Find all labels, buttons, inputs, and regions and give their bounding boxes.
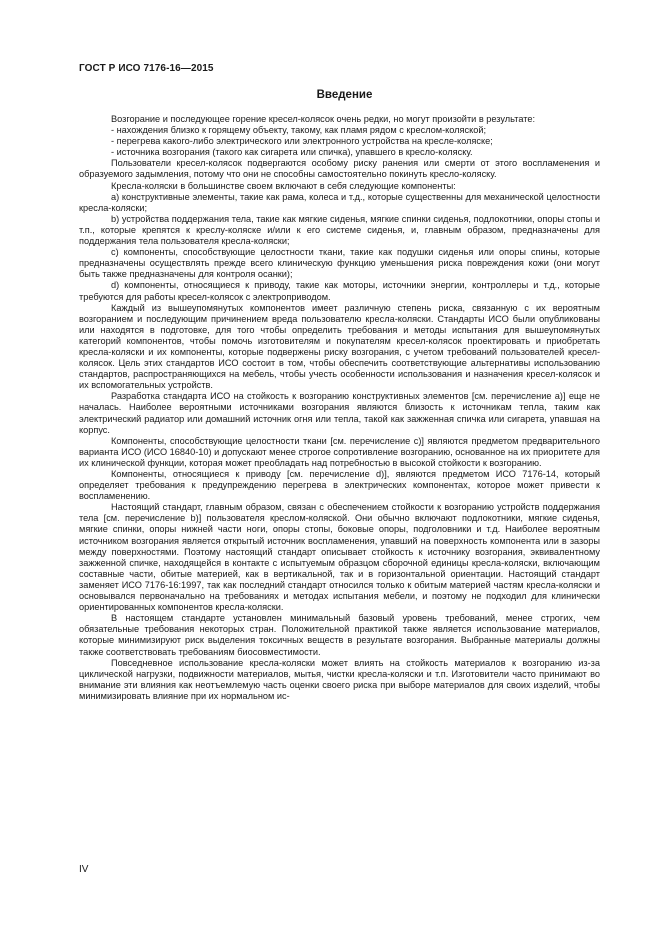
paragraph: Настоящий стандарт, главным образом, связан с обеспечением стойкости к возгоранию устройств поддержания тела [см. перечисление b)] пользователя креслом-коляской. Они обычно включают подлокотники, мягкие сиденья, мягкие спинки, опоры нижней части ноги, опоры стопы, боковые опоры, подголовники и т.д. Наиболее вероятным источником возгорания является открытый источник воспламенения, упавший на поверхность компонента или в зазоры между поверхностями. Поэтому настоящий стандарт описывает стойкость к источнику возгорания, эквивалентному зажженной спичке, находящейся в контакте с испытуемым образцом сборочной единицы кресла-коляски, включающим составные части, обитые материей, как в вертикальной, так и в горизонтальной ориентации. Настоящий стандарт заменяет ИСО 7176-16:1997, так как последний стандарт относился только к обитым материей частям кресла-коляски и основывался первоначально на требованиях и методах испытания мебели, и поэтому не подходил для клинически ориентированных компонентов кресла-коляски.: [79, 502, 600, 613]
paragraph: Пользователи кресел-колясок подвергаются особому риску ранения или смерти от этого воспламенения и образуемого задымления, потому что они не способны самостоятельно покинуть кресло-коляску.: [79, 158, 600, 180]
list-item: - источника возгорания (такого как сигарета или спичка), упавшего в кресло-коляску.: [111, 147, 473, 158]
paragraph: Кресла-коляски в большинстве своем включают в себя следующие компоненты:: [111, 180, 456, 191]
list-item: b) устройства поддержания тела, такие как мягкие сиденья, мягкие спинки сиденья, подлокотники, опоры стопы и т.п., которые крепятся к креслу-коляске и/или к его системе сиденья, и, главным образом, предназначены для поддержания тела пользователя кресла-коляски;: [79, 213, 600, 247]
document-header: ГОСТ Р ИСО 7176-16—2015: [79, 63, 214, 74]
paragraph: Повседневное использование кресла-коляски может влиять на стойкость материалов к возгоранию из-за циклической нагрузки, подвижности материалов, мытья, чистки кресла-коляски и т.п. Изготовители часто принимают во внимание эти влияния как неотъемлемую часть оценки своего риска при выборе материалов для своих изделий, чтобы минимизировать влияние при их нормальном ис-: [79, 657, 600, 701]
list-item: d) компоненты, относящиеся к приводу, такие как моторы, источники энергии, контроллеры и т.д., которые требуются для работы кресел-колясок с электроприводом.: [79, 280, 600, 302]
list-item: - нахождения близко к горящему объекту, такому, как пламя рядом с креслом-коляской;: [111, 125, 487, 136]
document-body: [79, 114, 600, 702]
paragraph: Разработка стандарта ИСО на стойкость к возгоранию конструктивных элементов [см. перечисление а)] еще не началась. Наиболее вероятными источниками возгорания являются близость к источникам тепла, таким как электрический радиатор или домашний источник огня или тепла, такой как зажженная спичка или сигарета, упавшая на корпус.: [79, 391, 600, 435]
paragraph: В настоящем стандарте установлен минимальный базовый уровень требований, менее строгих, чем обязательные требования некоторых стран. Положительной практикой также является использование материалов, которые минимизируют риск выделения токсичных веществ в результате возгорания. Выбранные материалы должны также соответствовать требованиям биосовместимости.: [79, 613, 600, 657]
section-title-text: Введение: [316, 89, 373, 101]
paragraph: Каждый из вышеупомянутых компонентов имеет различную степень риска, связанную с их вероятным возгоранием и последующим причинением вреда пользователю кресла-коляски. Стандарты ИСО были опубликованы или находятся в подготовке, для того чтобы определить требования и методы испытания для вышеупомянутых категорий компонентов, чтобы помочь изготовителям и покупателям кресел-колясок проектировать и приобретать кресла-коляски и их компоненты, которые подвержены риску возгорания, с учетом требований пользователей кресел-колясок. Цель этих стандартов ИСО состоит в том, чтобы обеспечить соответствующие альтернативы использованию стандартов, распространяющихся на мебель, чтобы учесть особенности использования и назначения кресел-колясок и их вспомогательных устройств.: [79, 302, 600, 391]
section-title: [0, 89, 661, 101]
paragraph: Компоненты, способствующие целостности ткани [см. перечисление с)] являются предметом предварительного варианта ИСО (ИСО 16840-10) и допускают менее строгое сопротивление возгоранию, основанное на их приоритете для их клинической функции, которая может преобладать над потребностью в высокой стойкости к возгоранию.: [79, 435, 600, 468]
list-item: a) конструктивные элементы, такие как рама, колеса и т.д., которые существенны для механической целостности кресла-коляски;: [79, 191, 600, 213]
paragraph: Компоненты, относящиеся к приводу [см. перечисление d)], являются предметом ИСО 7176-14, который определяет требования к предупреждению перегрева в электрических компонентах, которое может привести к воспламенению.: [79, 469, 600, 502]
paragraph: Возгорание и последующее горение кресел-колясок очень редки, но могут произойти в результате:: [111, 114, 535, 124]
page-number: IV: [79, 864, 89, 875]
list-item: - перегрева какого-либо электрического или электронного устройства на кресле-коляске;: [111, 136, 493, 147]
list-item: c) компоненты, способствующие целостности ткани, такие как подушки сиденья или опоры спины, которые предназначены осуществлять прежде всего клиническую функцию уменьшения риска повреждения кожи (они могут быть также предназначены для контроля осанки);: [79, 247, 600, 280]
